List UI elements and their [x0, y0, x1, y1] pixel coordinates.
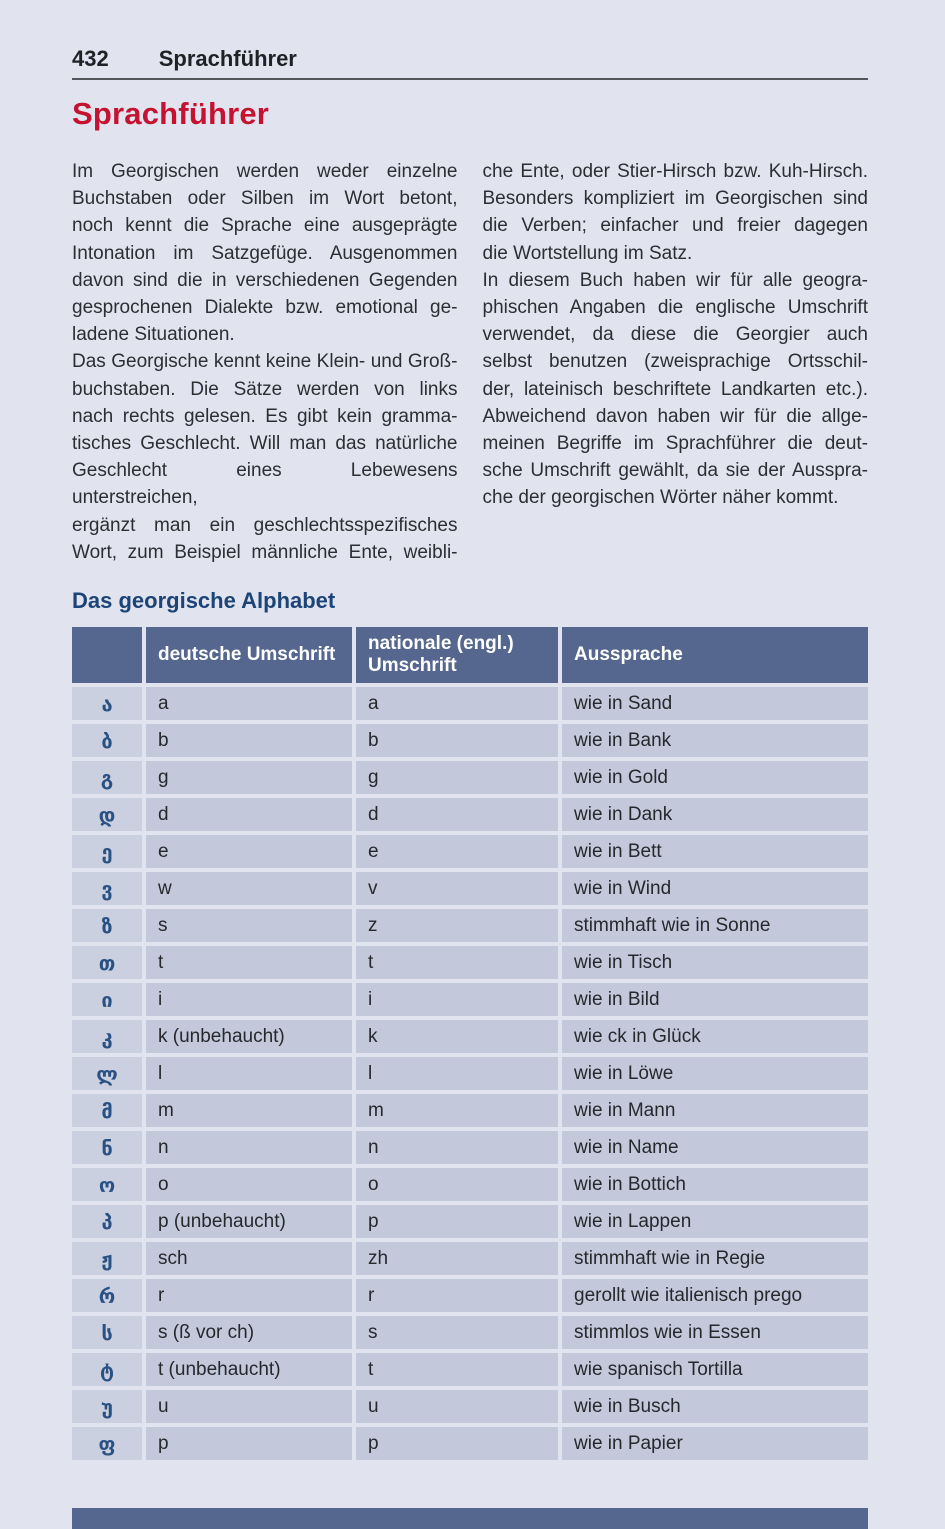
cell-aussprache: wie in Bild [562, 983, 868, 1016]
table-row [72, 1020, 868, 1053]
cell-aussprache: wie in Bett [562, 835, 868, 868]
header-cell-letter [72, 627, 142, 683]
table-row [72, 1094, 868, 1127]
table-row [72, 1353, 868, 1386]
cell-georgian-letter: დ [72, 798, 142, 831]
text-line: gesprochenen Dialekte bzw. emotional ge- [72, 297, 458, 319]
cell-georgian-letter: გ [72, 761, 142, 794]
intro-text [72, 158, 868, 566]
text-line: buchstaben. Die Sätze werden von links [72, 378, 458, 400]
intro-left-column [72, 158, 458, 566]
cell-aussprache: gerollt wie italienisch prego [562, 1279, 868, 1312]
cell-deutsche-umschrift: u [146, 1390, 352, 1423]
cell-aussprache: wie in Bank [562, 724, 868, 757]
table-row [72, 1279, 868, 1312]
cell-nationale-umschrift: t [356, 1353, 558, 1386]
cell-nationale-umschrift: e [356, 835, 558, 868]
text-line: Buchstaben oder Silben im Wort betont, [72, 188, 458, 210]
text-line: sche Umschrift gewählt, da sie der Ausspra- [482, 460, 868, 482]
cell-nationale-umschrift: g [356, 761, 558, 794]
table-row [72, 909, 868, 942]
cell-nationale-umschrift: v [356, 872, 558, 905]
cell-nationale-umschrift: a [356, 687, 558, 720]
cell-georgian-letter: თ [72, 946, 142, 979]
cell-georgian-letter: ე [72, 835, 142, 868]
alphabet-table [72, 627, 868, 1460]
cell-georgian-letter: ს [72, 1316, 142, 1349]
cell-aussprache: wie ck in Glück [562, 1020, 868, 1053]
table-row [72, 724, 868, 757]
cell-nationale-umschrift: s [356, 1316, 558, 1349]
cell-nationale-umschrift: n [356, 1131, 558, 1164]
table-row [72, 983, 868, 1016]
cell-georgian-letter: ტ [72, 1353, 142, 1386]
alphabet-heading: Das georgische Alphabet [72, 588, 336, 614]
table-row [72, 1205, 868, 1238]
cell-deutsche-umschrift: s (ß vor ch) [146, 1316, 352, 1349]
text-line: verwendet, da diese die Georgier auch [482, 324, 868, 346]
table-row [72, 835, 868, 868]
cell-aussprache: wie in Wind [562, 872, 868, 905]
cell-aussprache: wie in Name [562, 1131, 868, 1164]
cell-aussprache: wie in Dank [562, 798, 868, 831]
text-line: ladene Situationen. [72, 324, 235, 346]
text-line: che Ente, oder Stier-Hirsch bzw. Kuh-Hirsch. [482, 161, 868, 182]
cell-georgian-letter: ვ [72, 872, 142, 905]
table-row [72, 1131, 868, 1164]
cell-georgian-letter: ო [72, 1168, 142, 1201]
text-line: phischen Angaben die englische Umschrift [482, 297, 868, 319]
text-line: Intonation im Satzgefüge. Ausgenommen [72, 242, 458, 264]
text-line: Geschlecht eines Lebewesens unterstreichen, [72, 460, 458, 509]
table-row [72, 1057, 868, 1090]
cell-nationale-umschrift: b [356, 724, 558, 757]
running-head-title: Sprachführer [158, 46, 297, 71]
text-line: die Wortstellung im Satz. [482, 242, 693, 264]
intro-right-column [483, 158, 869, 566]
text-line: davon sind die in verschiedenen Gegenden [72, 269, 458, 291]
cell-aussprache: wie in Löwe [562, 1057, 868, 1090]
cell-georgian-letter: მ [72, 1094, 142, 1127]
cell-deutsche-umschrift: d [146, 798, 352, 831]
cell-nationale-umschrift: i [356, 983, 558, 1016]
cell-aussprache: wie in Gold [562, 761, 868, 794]
page-title: Sprachführer [72, 96, 270, 131]
cell-nationale-umschrift: o [356, 1168, 558, 1201]
text-line: ergänzt man ein geschlechtsspezifisches [72, 514, 458, 536]
table-header-row [72, 627, 868, 683]
text-line: Wort, zum Beispiel männliche Ente, weibli- [72, 541, 458, 563]
cell-deutsche-umschrift: r [146, 1279, 352, 1312]
cell-nationale-umschrift: p [356, 1205, 558, 1238]
cell-deutsche-umschrift: i [146, 983, 352, 1016]
cell-deutsche-umschrift: a [146, 687, 352, 720]
text-line: noch kennt die Sprache eine ausgeprägte [72, 215, 458, 237]
cell-nationale-umschrift: k [356, 1020, 558, 1053]
cell-aussprache: wie in Lappen [562, 1205, 868, 1238]
text-line: der, lateinisch beschriftete Landkarten etc.). [482, 378, 868, 400]
cell-deutsche-umschrift: t (unbehaucht) [146, 1353, 352, 1386]
cell-nationale-umschrift: z [356, 909, 558, 942]
text-line: meinen Begriffe im Sprachführer die deut- [482, 433, 868, 455]
page-number: 432 [72, 46, 109, 71]
cell-aussprache: wie in Busch [562, 1390, 868, 1423]
cell-aussprache: wie in Bottich [562, 1168, 868, 1201]
cell-georgian-letter: ბ [72, 724, 142, 757]
header-cell-aussprache: Aussprache [562, 627, 868, 683]
cell-georgian-letter: ნ [72, 1131, 142, 1164]
cell-deutsche-umschrift: b [146, 724, 352, 757]
cell-nationale-umschrift: zh [356, 1242, 558, 1275]
cell-deutsche-umschrift: g [146, 761, 352, 794]
cell-aussprache: stimmlos wie in Essen [562, 1316, 868, 1349]
cell-georgian-letter: პ [72, 1205, 142, 1238]
text-line: tisches Geschlecht. Will man das natürliche [72, 433, 458, 455]
cell-georgian-letter: ლ [72, 1057, 142, 1090]
text-line: Das Georgische kennt keine Klein- und Groß- [72, 351, 458, 373]
cell-deutsche-umschrift: e [146, 835, 352, 868]
table-row [72, 1316, 868, 1349]
cell-deutsche-umschrift: s [146, 909, 352, 942]
cell-deutsche-umschrift: o [146, 1168, 352, 1201]
cell-aussprache: wie in Sand [562, 687, 868, 720]
table-row [72, 872, 868, 905]
text-line: Besonders kompliziert im Georgischen sind [482, 188, 868, 210]
next-table-header-strip [72, 1508, 868, 1529]
text-line: nach rechts gelesen. Es gibt kein gramma- [72, 405, 458, 427]
cell-georgian-letter: ფ [72, 1427, 142, 1460]
table-row [72, 946, 868, 979]
cell-georgian-letter: კ [72, 1020, 142, 1053]
cell-deutsche-umschrift: n [146, 1131, 352, 1164]
table-row [72, 1390, 868, 1423]
table-row [72, 1168, 868, 1201]
cell-deutsche-umschrift: sch [146, 1242, 352, 1275]
table-row [72, 687, 868, 720]
table-row [72, 798, 868, 831]
cell-nationale-umschrift: t [356, 946, 558, 979]
cell-aussprache: stimmhaft wie in Sonne [562, 909, 868, 942]
cell-nationale-umschrift: p [356, 1427, 558, 1460]
cell-nationale-umschrift: u [356, 1390, 558, 1423]
cell-aussprache: wie in Mann [562, 1094, 868, 1127]
header-cell-nationale-umschrift: nationale (engl.) Umschrift [356, 627, 558, 683]
cell-deutsche-umschrift: p (unbehaucht) [146, 1205, 352, 1238]
header-cell-deutsche-umschrift: deutsche Umschrift [146, 627, 352, 683]
text-line: In diesem Buch haben wir für alle geogra- [482, 269, 868, 291]
cell-deutsche-umschrift: m [146, 1094, 352, 1127]
text-line: die Verben; einfacher und freier dagegen [482, 215, 868, 237]
cell-georgian-letter: ზ [72, 909, 142, 942]
cell-deutsche-umschrift: k (unbehaucht) [146, 1020, 352, 1053]
cell-aussprache: wie in Papier [562, 1427, 868, 1460]
table-row [72, 1242, 868, 1275]
text-line: che der georgischen Wörter näher kommt. [482, 487, 839, 509]
cell-nationale-umschrift: d [356, 798, 558, 831]
cell-nationale-umschrift: m [356, 1094, 558, 1127]
cell-georgian-letter: ჟ [72, 1242, 142, 1275]
running-head [72, 46, 868, 80]
cell-deutsche-umschrift: w [146, 872, 352, 905]
cell-nationale-umschrift: l [356, 1057, 558, 1090]
cell-aussprache: stimmhaft wie in Regie [562, 1242, 868, 1275]
cell-deutsche-umschrift: t [146, 946, 352, 979]
cell-georgian-letter: ი [72, 983, 142, 1016]
cell-deutsche-umschrift: p [146, 1427, 352, 1460]
table-row [72, 1427, 868, 1460]
table-row [72, 761, 868, 794]
cell-deutsche-umschrift: l [146, 1057, 352, 1090]
text-line: Abweichend davon haben wir für die allge- [482, 405, 868, 427]
cell-georgian-letter: ა [72, 687, 142, 720]
cell-georgian-letter: რ [72, 1279, 142, 1312]
cell-aussprache: wie spanisch Tortilla [562, 1353, 868, 1386]
table-body [72, 687, 868, 1460]
text-line: selbst benutzen (zweisprachige Ortsschil- [482, 351, 868, 373]
cell-aussprache: wie in Tisch [562, 946, 868, 979]
text-line: Im Georgischen werden weder einzelne [72, 161, 458, 182]
cell-georgian-letter: უ [72, 1390, 142, 1423]
cell-nationale-umschrift: r [356, 1279, 558, 1312]
